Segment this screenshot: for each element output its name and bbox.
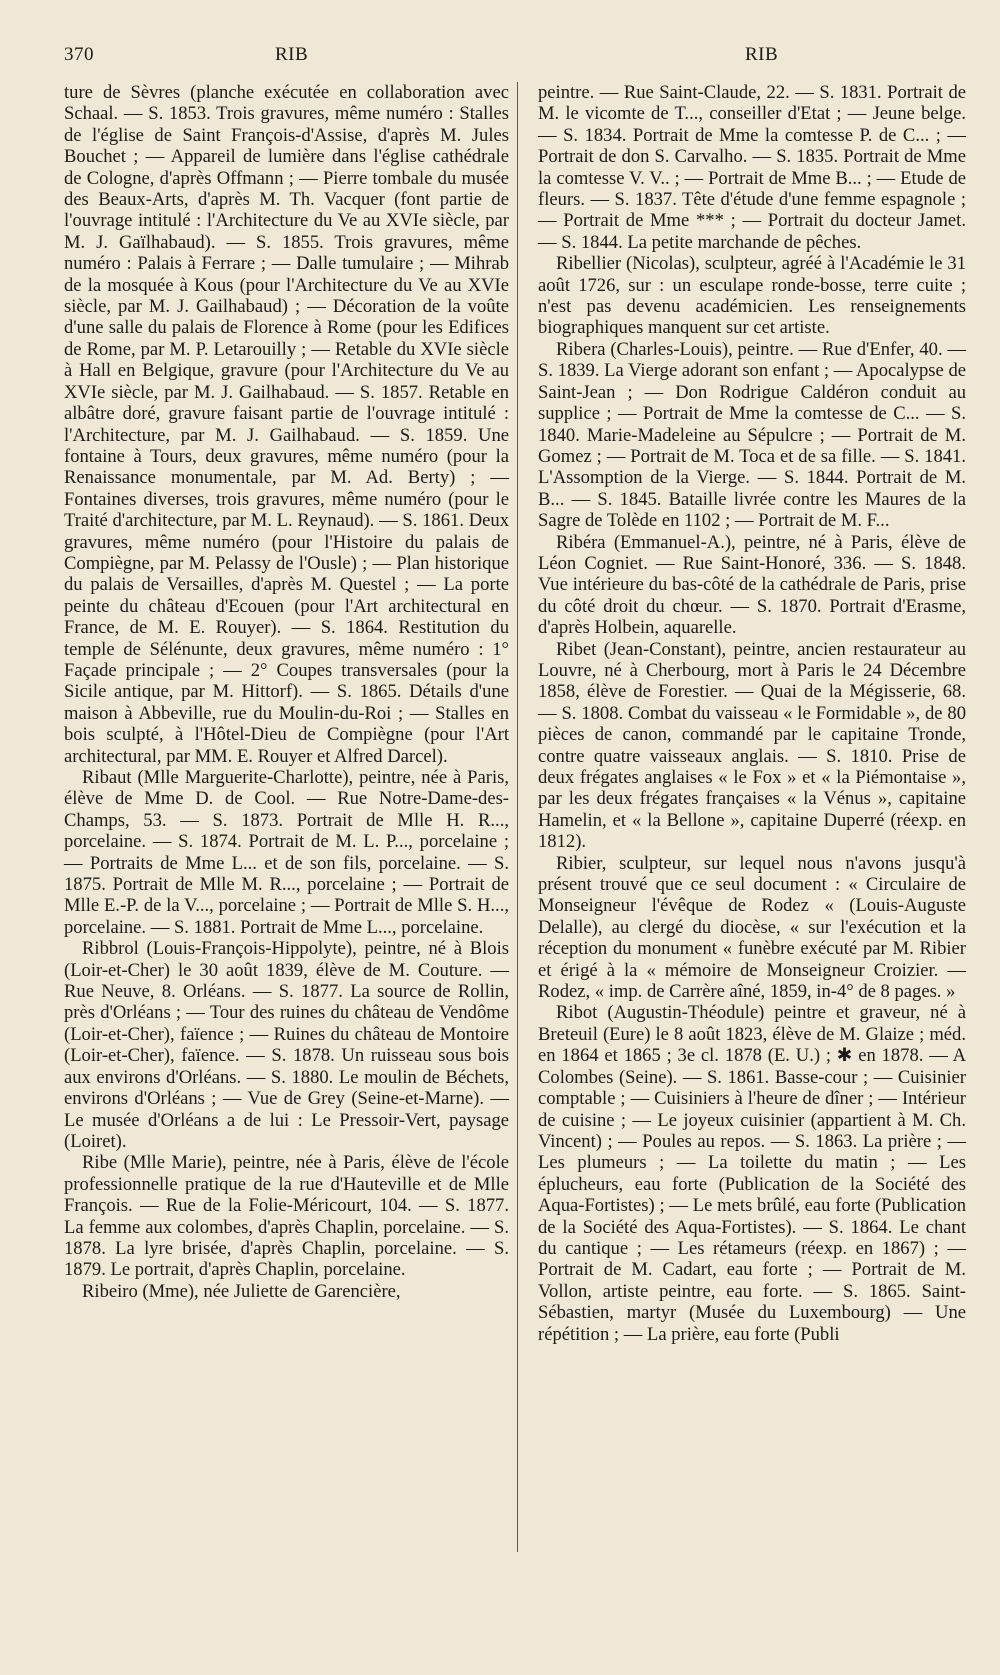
column-divider [517, 82, 518, 1552]
continued-entry-ribeiro: peintre. — Rue Saint-Claude, 22. — S. 1831. Portrait de M. le vicomte de T..., conseiller d'Etat ; — Jeune belge. — S. 1834. Portrait de Mme la comtesse P. de C... ; — Portrait de don S. Carvalho. — S. 1835. Portrait de Mme la comtesse V. V.. ; — Portrait de Mme B... ; — Etude de fleurs. — S. 1837. Tête d'étude d'une femme espagnole ; — Portrait de Mme *** ; — Portrait du docteur Jamet. — S. 1844. La petite marchande de pêches. [538, 82, 966, 253]
entry-ribera: Ribera (Charles-Louis), peintre. — Rue d'Enfer, 40. — S. 1839. La Vierge adorant son enfant ; — Apocalypse de Saint-Jean ; — Don Rodrigue Caldéron conduit au supplice ; — Portrait de Mme la comtesse de C... — S. 1840. Marie-Madeleine au Sépulcre ; — Portrait de M. Gomez ; — Portrait de M. Toca et de sa fille. — S. 1841. L'Assomption de la Vierge. — S. 1844. Portrait de M. B... — S. 1845. Bataille livrée contre les Maures de la Sagre de Tolède en 1102 ; — Portrait de M. F... [538, 338, 966, 532]
entry-ribot: Ribot (Augustin-Théodule) peintre et graveur, né à Breteuil (Eure) le 8 août 1823, élève de M. Glaize ; méd. en 1864 et 1865 ; 3e cl. 1878 (E. U.) ; ✱ en 1878. — A Colombes (Seine). — S. 1861. Basse-cour ; — Cuisinier comptable ; — Cuisiniers à l'heure de dîner ; — Intérieur de cuisine ; — Le joyeux cuisinier (appartient à M. Ch. Vincent) ; — Poules au repos. — S. 1863. La prière ; — Les plumeurs ; — La toilette du matin ; — Les éplucheurs, eau forte (Publication de la Société des Aqua-Fortistes) ; — Le mets brûlé, eau forte (Publication de la Société des Aqua-Fortistes). — S. 1864. Le chant du cantique ; — Les rétameurs (réexp. en 1867) ; — Portrait de M. Cadart, eau forte ; — Portrait de M. Vollon, artiste peintre, eau forte. — S. 1865. Saint-Sébastien, martyr (Musée du Luxembourg) — Une répétition ; — La prière, eau forte (Publi [538, 1002, 966, 1345]
entry-ribeiro: Ribeiro (Mme), née Juliette de Garencière, [82, 1280, 401, 1302]
entry-ribbrol: Ribbrol (Louis-François-Hippolyte), peintre, né à Blois (Loir-et-Cher) le 30 août 1839, élève de M. Couture. — Rue Neuve, 8. Orléans. — S. 1877. La source de Rollin, près d'Orléans ; — Tour des ruines du château de Vendôme (Loir-et-Cher), faïence ; — Ruines du château de Montoire (Loir-et-Cher), faïence. — S. 1878. Un ruisseau sous bois aux environs d'Orléans. — S. 1880. Le moulin de Béchets, environs d'Orléans ; — Vue de Grey (Seine-et-Marne). — Le musée d'Orléans a de lui : Le Pressoir-Vert, paysage (Loiret). [64, 938, 509, 1152]
running-head-left: RIB [275, 44, 309, 65]
entry-ribet: Ribet (Jean-Constant), peintre, ancien restaurateur au Louvre, né à Cherbourg, mort à Paris le 24 Décembre 1858, élève de Forestier. — Quai de la Mégisserie, 68. — S. 1808. Combat du vaisseau « le Formidable », de 80 pièces de canon, commandé par le capitaine Tronde, contre quatre vaisseaux anglais. — S. 1810. Prise de deux frégates anglaises « le Fox » et « la Piémontaise », par les deux frégates françaises « la Vénus », capitaine Hamelin, et « la Bellone », capitaine Duperré (réexp. en 1812). [538, 638, 966, 853]
left-column [64, 82, 509, 1302]
entry-ribera-emmanuel: Ribéra (Emmanuel-A.), peintre, né à Paris, élève de Léon Cogniet. — Rue Saint-Honoré, 336. — S. 1848. Vue intérieure du bas-côté de la cathédrale de Paris, prise du côté droit du chœur. — S. 1870. Portrait d'Erasme, d'après Holbein, aquarelle. [538, 531, 966, 639]
entry-ribellier: Ribellier (Nicolas), sculpteur, agréé à l'Académie le 31 août 1726, sur : un esculape ronde-bosse, terre cuite ; n'est pas devenu académicien. Les renseignements biographiques manquent sur cet artiste. [538, 253, 966, 339]
running-head-right: RIB [745, 44, 779, 65]
page-number: 370 [64, 44, 94, 65]
entry-ribaut: Ribaut (Mlle Marguerite-Charlotte), peintre, née à Paris, élève de Mme D. de Cool. — Rue Notre-Dame-des-Champs, 53. — S. 1873. Portrait de Mlle H. R..., porcelaine. — S. 1874. Portrait de M. L. P..., porcelaine ; — Portraits de Mme L... et de son fils, porcelaine. — S. 1875. Portrait de Mlle M. R..., porcelaine ; — Portrait de Mlle E.-P. de la V..., porcelaine ; — Portrait de Mlle S. H..., porcelaine. — S. 1881. Portrait de Mme L..., porcelaine. [64, 767, 509, 938]
entry-ribier: Ribier, sculpteur, sur lequel nous n'avons jusqu'à présent trouvé que ce seul document : « Circulaire de Monseigneur l'évêque de Rodez « (Louis-Auguste Delalle), au clergé du diocèse, « sur l'exécution et la réception du monument « funèbre exécuté par M. Ribier et érigé à la « mémoire de Monseigneur Croizier. — Rodez, « imp. de Carrère aîné, 1859, in-4° de 8 pages. » [538, 852, 966, 1003]
continued-entry: ture de Sèvres (planche exécutée en collaboration avec Schaal. — S. 1853. Trois gravures, même numéro : Stalles de l'église de Saint François-d'Assise, d'après M. Jules Bouchet ; — Appareil de lumière dans l'église cathédrale de Cologne, d'après Offmann ; — Pierre tombale du musée des Beaux-Arts, d'après M. Th. Vacquer (font partie de l'ouvrage intitulé : l'Architecture du Ve au XVIe siècle, par M. J. Gaïlhabaud). — S. 1855. Trois gravures, même numéro : Palais à Ferrare ; — Dalle tumulaire ; — Mihrab de la mosquée à Kous (pour l'Architecture du Ve au XVIe siècle, par M. J. Gailhabaud) ; — Décoration de la voûte d'une salle du palais de Florence à Rome (pour les Edifices de Rome, par M. P. Letarouilly ; — Retable du XVIe siècle à Hall en Belgique, gravure (pour l'Architecture du Ve au XVIe siècle, par M. J. Gailhabaud. — S. 1857. Retable en albâtre doré, gravure faisant partie de l'ouvrage intitulé : l'Architecture, par M. J. Gailhabaud. — S. 1859. Une fontaine à Tours, deux gravures, même numéro (pour la Renaissance monumentale, par M. Ad. Berty) ; — Fontaines diverses, trois gravures, même numéro (pour le Traité d'architecture, par M. L. Reynaud). — S. 1861. Deux gravures, même numéro (pour l'Histoire du palais de Compiègne, par M. Pelassy de l'Ousle) ; — Plan historique du palais de Versailles, d'après M. Questel ; — La porte peinte du château d'Ecouen (pour l'Art architectural en France, de M. E. Rouyer). — S. 1864. Restitution du temple de Sélénunte, deux gravures, même numéro : 1° Façade principale ; — 2° Coupes transversales (pour la Sicile antique, par M. Hittorf). — S. 1865. Détails d'une maison à Abbeville, rue du Moulin-du-Roi ; — Stalles en bois sculpté, à l'Hôtel-Dieu de Compiègne (pour l'Art architectural, par MM. E. Rouyer et Alfred Darcel). [64, 82, 509, 767]
entry-ribe: Ribe (Mlle Marie), peintre, née à Paris, élève de l'école professionnelle pratique de la rue d'Hauteville et de Mlle François. — Rue de la Folie-Méricourt, 104. — S. 1877. La femme aux colombes, d'après Chaplin, porcelaine. — S. 1878. La lyre brisée, d'après Chaplin, porcelaine. — S. 1879. Le portrait, d'après Chaplin, porcelaine. [64, 1152, 509, 1281]
right-column [538, 82, 966, 1345]
